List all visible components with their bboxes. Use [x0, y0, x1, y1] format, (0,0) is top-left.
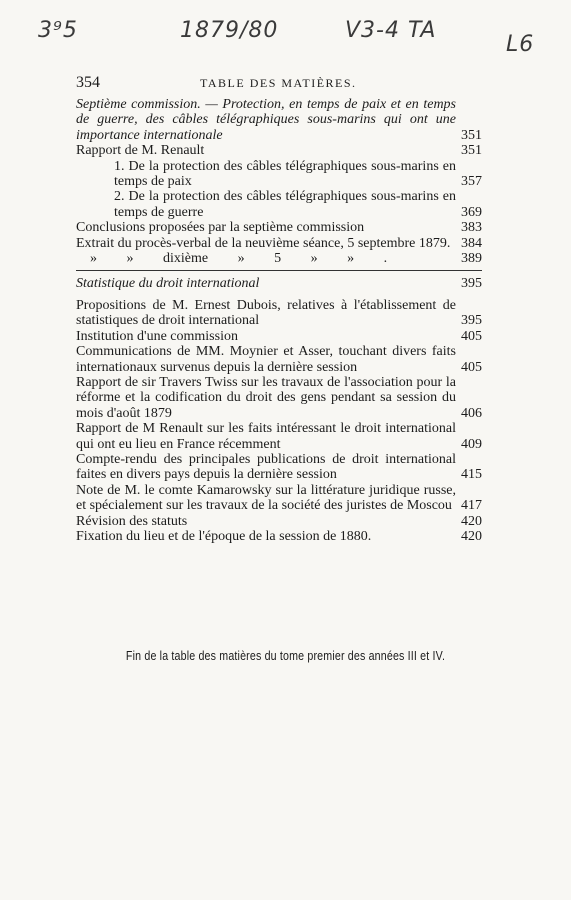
- toc-entry: [76, 421, 482, 452]
- page-number: 354: [76, 74, 100, 91]
- toc-entry: [76, 97, 482, 143]
- toc-entry-text: Rapport de M Renault sur les faits intéressant le droit international qui ont eu lieu en France récemment: [76, 421, 456, 452]
- toc-entry-page: 420: [461, 528, 482, 544]
- toc-entry-page: 395: [461, 276, 482, 292]
- toc-entry-page: 351: [461, 127, 482, 143]
- toc-entry: [76, 189, 482, 220]
- toc-entry: [76, 143, 482, 158]
- toc-entry: [76, 375, 482, 421]
- toc-entry-text: Propositions de M. Ernest Dubois, relatives à l'établissement de statistiques de droit international: [76, 297, 456, 329]
- toc-entry: [76, 298, 482, 329]
- toc-entry-text: 2. De la protection des câbles télégraphiques sous-marins en temps de guerre: [114, 189, 456, 220]
- toc-entry-page: 389: [461, 251, 482, 267]
- toc-entry: [76, 514, 482, 529]
- toc-entry-page: 406: [461, 405, 482, 421]
- toc-entry-text: Rapport de sir Travers Twiss sur les travaux de l'association pour la réforme et la codification du droit des gens pendant sa session du mois d'août 1879: [76, 374, 456, 421]
- toc-entry-page: 405: [461, 328, 482, 344]
- toc-entry: [76, 159, 482, 190]
- toc-entry: [76, 251, 482, 266]
- toc-entry-text: Institution d'une commission: [76, 328, 238, 344]
- toc-entry-text: Compte-rendu des principales publications de droit international faites en divers pays depuis la dernière session: [76, 451, 456, 483]
- toc-entry-page: 383: [461, 220, 482, 236]
- handwritten-annotation: L6: [506, 32, 535, 57]
- toc-entry-page: 409: [461, 436, 482, 452]
- toc-entry-page: 369: [461, 204, 482, 220]
- toc-entry-text: Fixation du lieu et de l'époque de la session de 1880.: [76, 528, 372, 544]
- toc-entry-page: 405: [461, 359, 482, 375]
- toc-entry: [76, 276, 482, 291]
- toc-entry-page: 395: [461, 313, 482, 329]
- toc-entry: [76, 483, 482, 514]
- handwritten-annotation: 1879/80: [180, 18, 279, 43]
- toc-entry-text: Rapport de M. Renault: [76, 143, 205, 159]
- handwritten-annotation: 3⁹5: [38, 18, 78, 43]
- toc-entry: [76, 236, 482, 251]
- toc-entry-text: Statistique du droit international: [76, 276, 260, 292]
- toc-entry-text: Conclusions proposées par la septième commission: [76, 220, 365, 236]
- toc-entry-page: 384: [461, 235, 482, 251]
- toc-entry-page: 415: [461, 467, 482, 483]
- toc-entry-text: » » dixième » 5 » » .: [90, 251, 388, 267]
- toc-entry-page: 357: [461, 174, 482, 190]
- toc-entry-text: Communications de MM. Moynier et Asser, touchant divers faits internationaux survenus depuis la dernière session: [76, 344, 456, 375]
- table-of-contents: [76, 97, 482, 544]
- section-divider: [76, 270, 482, 271]
- toc-entry-text: Septième commission. — Protection, en temps de paix et en temps de guerre, des câbles télégraphiques sous-marins qui ont une importance internationale: [76, 97, 456, 143]
- table-end-note: Fin de la table des matières du tome premier des années III et IV.: [125, 648, 446, 663]
- toc-entry-page: 417: [461, 498, 482, 514]
- toc-entry: [76, 452, 482, 483]
- toc-entry-page: 351: [461, 143, 482, 159]
- toc-entry: [76, 329, 482, 344]
- toc-entry: [76, 344, 482, 375]
- toc-entry-text: Révision des statuts: [76, 513, 188, 529]
- toc-entry-text: Extrait du procès-verbal de la neuvième séance, 5 septembre 1879.: [76, 235, 451, 251]
- toc-entry-text: Note de M. le comte Kamarowsky sur la littérature juridique russe, et spécialement sur les travaux de la société des juristes de Moscou: [76, 482, 456, 514]
- toc-entry: [76, 220, 482, 235]
- handwritten-annotation: V3-4 TA: [345, 18, 437, 43]
- page-header-title: TABLE DES MATIÈRES.: [200, 76, 357, 90]
- toc-entry-text: 1. De la protection des câbles télégraphiques sous-marins en temps de paix: [114, 158, 456, 190]
- toc-entry-page: 420: [461, 513, 482, 529]
- toc-entry: [76, 529, 482, 544]
